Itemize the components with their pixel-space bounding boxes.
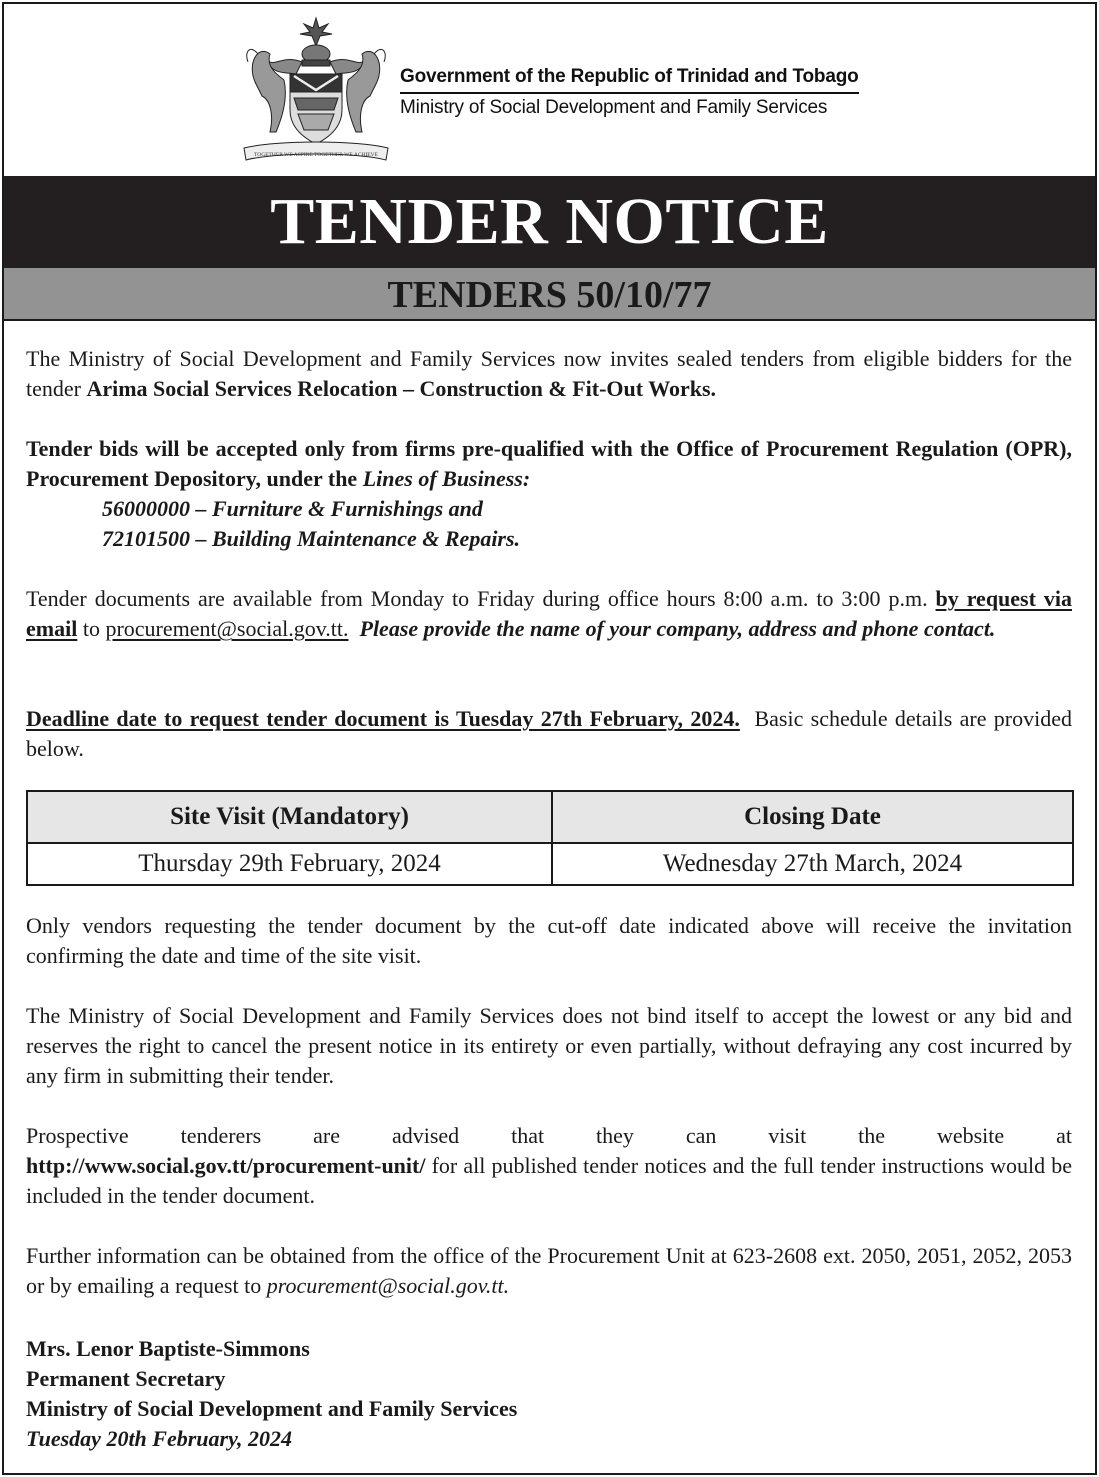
- table-row: [27, 843, 1073, 885]
- tender-number-banner: [4, 268, 1095, 321]
- signatory-name: Mrs. Lenor Baptiste-Simmons: [26, 1336, 310, 1361]
- vendors-note: Only vendors requesting the tender document by the cut-off date indicated above will receive the invitation confirming the date and time of the site visit.: [26, 913, 1072, 968]
- closing-date-header: Closing Date: [552, 791, 1073, 843]
- contact-paragraph: [26, 1241, 1072, 1301]
- page-title: TENDER NOTICE: [270, 185, 829, 258]
- project-name: Arima Social Services Relocation – Construction & Fit-Out Works.: [86, 376, 717, 401]
- signatory-ministry: Ministry of Social Development and Family Services: [26, 1396, 518, 1421]
- deadline-rest: Basic schedule details are provided below.: [26, 706, 1072, 761]
- website-rest: for all published tender notices and the full tender instructions would be included in the tender document.: [26, 1153, 1072, 1208]
- disclaimer-paragraph: The Ministry of Social Development and Family Services does not bind itself to accept the lowest or any bid and reserves the right to cancel the present notice in its entirety or even partially, without defraying any cost incurred by any firm in submitting their tender.: [26, 1003, 1072, 1088]
- site-visit-date: Thursday 29th February, 2024: [27, 843, 552, 885]
- availability-to: to: [77, 616, 106, 641]
- ministry-name: Ministry of Social Development and Family Services: [400, 97, 828, 118]
- intro-text: The Ministry of Social Development and Family Services now invites sealed tenders from eligible bidders for the tender: [26, 346, 1072, 401]
- eligibility-paragraph: [26, 434, 1072, 554]
- letterhead: [4, 4, 1095, 176]
- deadline-paragraph: [26, 704, 1072, 764]
- request-instruction: Please provide the name of your company, address and phone contact.: [359, 616, 996, 641]
- lines-of-business-label: Lines of Business:: [362, 466, 531, 491]
- eligibility-text: Tender bids will be accepted only from firms pre-qualified with the Office of Procurement Regulation (OPR), Procurement Depository, under the: [26, 436, 1072, 491]
- signature-block: [26, 1334, 517, 1454]
- schedule-table: [26, 790, 1074, 886]
- website-paragraph: [26, 1151, 1072, 1211]
- availability-paragraph: [26, 584, 1072, 644]
- line-of-business-item: 72101500 – Building Maintenance & Repairs.: [102, 526, 521, 551]
- closing-date: Wednesday 27th March, 2024: [552, 843, 1073, 885]
- procurement-email-link[interactable]: procurement@social.gov.tt.: [105, 616, 349, 641]
- tender-notice: [2, 2, 1097, 1475]
- coat-of-arms-icon: [236, 14, 396, 164]
- request-method: by request via email: [26, 586, 1072, 641]
- availability-text: Tender documents are available from Monday to Friday during office hours 8:00 a.m. to 3:00 p.m.: [26, 586, 936, 611]
- ministry-heading: [400, 66, 859, 119]
- contact-text: Further information can be obtained from the office of the Procurement Unit at 623-2608 ext. 2050, 2051, 2052, 2053 or by emailing a request to: [26, 1243, 1072, 1298]
- deadline-text: Deadline date to request tender document is Tuesday 27th February, 2024.: [26, 706, 740, 731]
- svg-text:TOGETHER WE ASPIRE TOGETHER WE: TOGETHER WE ASPIRE TOGETHER WE ACHIEVE: [253, 152, 379, 158]
- notice-date: Tuesday 20th February, 2024: [26, 1426, 293, 1451]
- procurement-website-link[interactable]: http://www.social.gov.tt/procurement-unit/: [26, 1153, 426, 1178]
- site-visit-header: Site Visit (Mandatory): [27, 791, 552, 843]
- contact-email-link[interactable]: procurement@social.gov.tt.: [266, 1273, 510, 1298]
- line-of-business-item: 56000000 – Furniture & Furnishings and: [102, 496, 483, 521]
- website-intro: Prospective tenderers are advised that they can visit the website at: [26, 1123, 1072, 1148]
- title-banner: [4, 176, 1095, 268]
- government-name: Government of the Republic of Trinidad and Tobago: [400, 66, 859, 94]
- table-header-row: [27, 791, 1073, 843]
- tender-number: TENDERS 50/10/77: [387, 274, 712, 316]
- intro-paragraph: [26, 344, 1072, 404]
- signatory-title: Permanent Secretary: [26, 1366, 226, 1391]
